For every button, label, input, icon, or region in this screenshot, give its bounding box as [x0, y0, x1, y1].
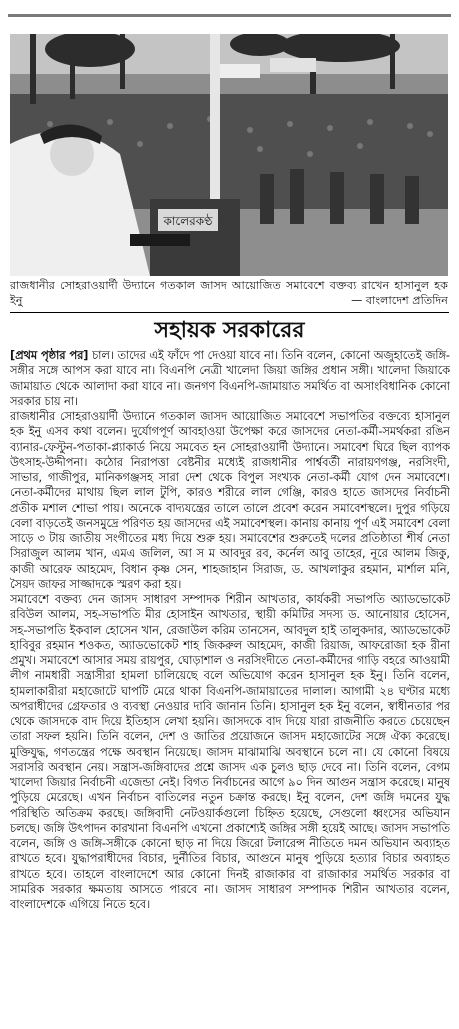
photo-caption	[10, 278, 448, 308]
top-rule	[8, 14, 451, 17]
headline: সহায়ক সরকারের	[154, 318, 305, 343]
rally-photo-icon	[10, 34, 448, 276]
paragraph-text: চাল। তাদের এই ফাঁদে পা দেওয়া যাবে না। তিনি বলেন, কোনো অজুহাতেই জঙ্গি-সঙ্গীর সঙ্গে আপস করা যাবে না। বিএনপি নেত্রী খালেদা জিয়া জঙ্গির প্রধান সঙ্গী। খালেদা জিয়াকে জামায়াত থেকে আলাদা করা যাবে না। জনগণ বিএনপি-জামায়াত সমর্থিত বা অসাংবিধানিক কোনো সরকার চায় না।	[10, 349, 450, 408]
podium-banner: কালেরকণ্ঠ	[163, 214, 213, 228]
jump-label: [প্রথম পৃষ্ঠার পর]	[10, 349, 89, 362]
article-body	[10, 348, 450, 1024]
article-paragraph: রাজধানীর সোহরাওয়ার্দী উদ্যানে গতকাল জাসদ আয়োজিত সমাবেশে সভাপতির বক্তব্যে হাসানুল হক ইনু এসব কথা বলেন। দুর্যোগপূর্ণ আবহাওয়া উপেক্ষা করে জাসদের নেতা-কর্মী-সমর্থকরা রঙিন ব্যানার-ফেস্টুন-পতাকা-প্ল্যাকার্ড নিয়ে সমবেত হন সোহরাওয়ার্দী উদ্যানে। সমাবেশ ঘিরে ছিল ব্যাপক উৎসাহ-উদ্দীপনা। কঠোর নিরাপত্তা বেষ্টনীর মধ্যেই রাজধানীর পার্শ্ববর্তী নারায়ণগঞ্জ, নরসিংদী, সাভার, গাজীপুর, মানিকগঞ্জসহ সারা দেশ থেকে বিপুল সংখ্যক নেতা-কর্মী যোগ দেন সমাবেশে। নেতা-কর্মীদের মাথায় ছিল লাল টুপি, কারও শরীরে লাল গেঞ্জি, কারও হাতে জাসদের নির্বাচনী প্রতীক মশাল শোভা পায়। অনেকে বাদ্যযন্ত্রের তালে তালে প্রবেশ করেন সমাবেশস্থলে। দুপুর গড়িয়ে বেলা বাড়তেই জনসমুদ্রে পরিণত হয় জাসদের এই সমাবেশস্থল। কানায় কানায় পূর্ণ এই সমাবেশ বেলা সাড়ে ৩ টায় জাতীয় সংগীতের মধ্য দিয়ে শুরু হয়। সমাবেশের শুরুতেই দলের প্রতিষ্ঠাতা শীর্ষ নেতা সিরাজুল আলম খান, এমএ জলিল, আ স ম আবদুর রব, কর্নেল আবু তাহের, নূরে আলম জিকু, কাজী আরেফ আহমেদ, বিধান কৃষ্ণ সেন, শাহজাহান সিরাজ, ড. আখলাকুর রহমান, মার্শাল মনি, সৈয়দ জাফর সাজ্জাদকে স্মরণ করা হয়।	[10, 410, 450, 591]
article-paragraph	[10, 348, 450, 409]
caption-credit: — বাংলাদেশ প্রতিদিন	[351, 294, 448, 307]
caption-divider	[10, 312, 449, 313]
caption-text: রাজধানীর সোহরাওয়ার্দী উদ্যানে গতকাল জাসদ আয়োজিত সমাবেশে বক্তব্য রাখেন হাসানুল হক ইনু	[10, 279, 448, 307]
rally-photo	[10, 34, 448, 276]
article-paragraph: সমাবেশে বক্তব্য দেন জাসদ সাধারণ সম্পাদক শিরীন আখতার, কার্যকরী সভাপতি অ্যাডভোকেট রবিউল আলম, সহ-সভাপতি মীর হোসাইন আখতার, স্থায়ী কমিটির সদস্য ড. আনোয়ার হোসেন, সহ-সভাপতি ইকবাল হোসেন খান, রেজাউল করিম তানসেন, আবদুল হাই তালুকদার, অ্যাডভোকেট হাবিবুর রহমান শওকত, অ্যাডভোকেট শাহ জিকরুল আহমেদ, কাজী রিয়াজ, আফরোজা হক রীনা প্রমুখ। সমাবেশে আসার সময় রায়পুর, ঘোড়াশাল ও নরসিংদীতে নেতা-কর্মীদের গাড়ি বহরে আওয়ামী লীগ নামধারী সন্ত্রাসীরা হামলা চালিয়েছে বলে অভিযোগ করেন হাসানুল হক ইনু। তিনি বলেন, হামলাকারীরা মহাজোটে ঘাপটি মেরে থাকা বিএনপি-জামায়াতের দালাল। আগামী ২৪ ঘণ্টার মধ্যে অপরাধীদের গ্রেফতার ও ব্যবস্থা নেওয়ার দাবি জানান তিনি। হাসানুল হক ইনু বলেন, স্বাধীনতার পর থেকে জাসদকে বাদ দিয়ে ইতিহাস লেখা হয়নি। জাসদকে বাদ দিয়ে যারা রাজনীতি করতে চেয়েছেন তারা সফল হয়নি। তিনি বলেন, দেশ ও জাতির প্রয়োজনে জাসদ মহাজোটের সঙ্গে ঐক্য করেছে। মুক্তিযুদ্ধ, গণতন্ত্রের পক্ষে অবস্থান নিয়েছে। জাসদ মাঝামাঝি অবস্থানে চলে না। যে কোনো বিষয়ে সরাসরি অবস্থান নেয়। সন্ত্রাস-জঙ্গিবাদের প্রশ্নে জাসদ এক চুলও ছাড় দেবে না। তিনি বলেন, বেগম খালেদা জিয়ার নির্বাচনী এজেন্ডা নেই। বিগত নির্বাচনের আগে ৯০ দিন আগুন সন্ত্রাস করেছে। মানুষ পুড়িয়ে মেরেছে। এখন নির্বাচন বাতিলের নতুন চক্রান্ত করছে। ইনু বলেন, দেশ জঙ্গি দমনের যুদ্ধ পরিস্থিতি অতিক্রম করছে। জঙ্গিবাদী নেটওয়ার্কগুলো চিহ্নিত হয়েছে, সেগুলো ধ্বংসের অভিযান চলছে। জঙ্গি উৎপাদন কারখানা বিএনপি এখনো প্রকাশ্যেই জঙ্গির সঙ্গী হয়েই আছে। জাসদ সভাপতি বলেন, জঙ্গি ও জঙ্গি-সঙ্গীকে কোনো ছাড় না দিয়ে জিরো টলারেন্স নীতিতে দমন অভিযান অব্যাহত রাখতে হবে। যুদ্ধাপরাধীদের বিচার, দুর্নীতির বিচার, আগুনে মানুষ পুড়িয়ে হত্যার বিচার অব্যাহত রাখতে হবে। তাহলে বাংলাদেশে আর কোনো দিনই রাজাকার বা রাজাকার সমর্থিত সরকার বা সামরিক সরকার ক্ষমতায় আসতে পারবে না। জাসদ সাধারণ সম্পাদক শিরীন আখতার বলেন, বাংলাদেশকে এগিয়ে নিতে হবে।	[10, 593, 450, 911]
